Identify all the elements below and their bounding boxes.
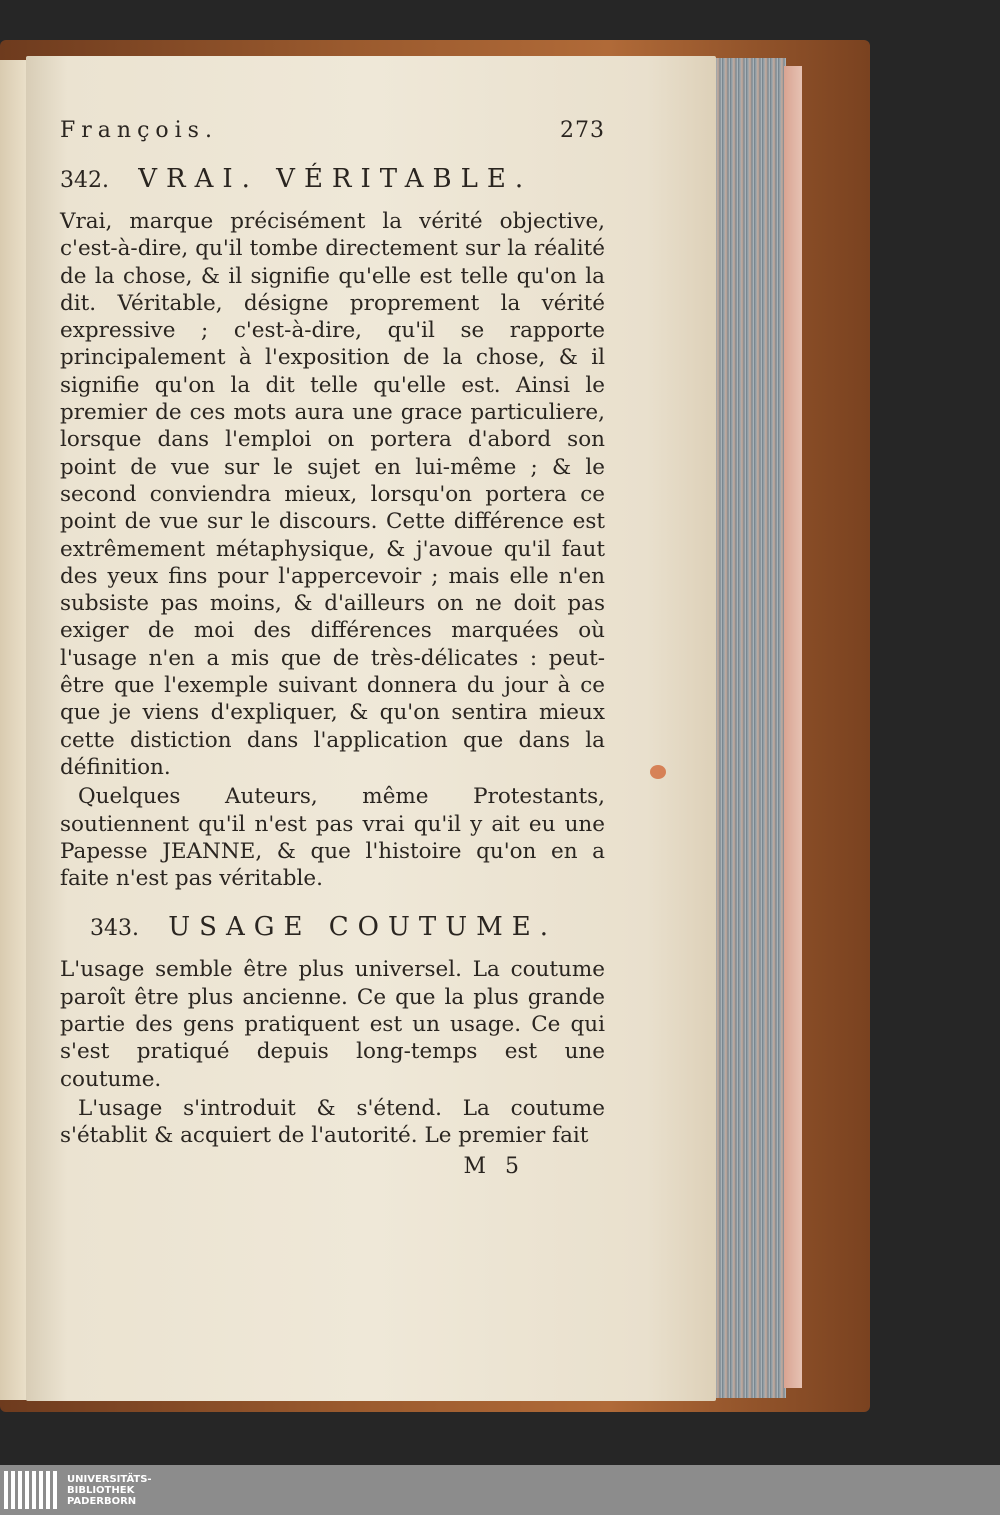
library-footer	[0, 1465, 1000, 1515]
library-name: UNIVERSITÄTS- BIBLIOTHEK PADERBORN	[67, 1473, 152, 1507]
library-logo-icon	[4, 1471, 57, 1509]
signature-mark: M 5	[463, 1153, 525, 1179]
paragraph: L'usage s'introduit & s'étend. La coutume s'établit & acquiert de l'autorité. Le premier fait	[60, 1095, 605, 1149]
section-number: 343.	[90, 916, 139, 942]
section-heading-342	[60, 164, 605, 194]
page-text	[60, 118, 605, 1179]
section-title: USAGE COUTUME.	[168, 912, 558, 943]
section-title: VRAI. VÉRITABLE.	[138, 164, 533, 194]
section-heading-343	[90, 912, 605, 942]
paragraph: L'usage semble être plus universel. La coutume paroît être plus ancienne. Ce que la plus grande partie des gens pratiquent est un usage. Ce qui s'est pratiqué depuis long-temps est une coutume.	[60, 957, 605, 1092]
stain-mark	[650, 765, 666, 779]
paragraph: Vrai, marque précisément la vérité objective, c'est-à-dire, qu'il tombe directement sur la réalité de la chose, & il signifie qu'elle est telle qu'on la dit. Véritable, désigne proprement la vérité expressive ; c'est-à-dire, qu'il se rapporte principalement à l'exposition de la chose, & il signifie qu'on la dit telle qu'elle est. Ainsi le premier de ces mots aura une grace particuliere, lorsque dans l'emploi on portera d'abord son point de vue sur le sujet en lui-même ; & le second conviendra mieux, lorsqu'on portera ce point de vue sur le discours. Cette différence est extrêmement métaphysique, & j'avoue qu'il faut des yeux fins pour l'appercevoir ; mais elle n'en subsiste pas moins, & d'ailleurs on ne doit pas exiger de moi des différences marquées où l'usage n'en a mis que de très-délicates : peut-être que l'exemple suivant donnera du jour à ce que je viens d'expliquer, & qu'on sentira mieux cette distiction dans l'application que dans la définition.	[60, 209, 605, 780]
running-header	[60, 118, 605, 156]
page-number: 273	[560, 118, 605, 143]
page-edges-red	[784, 66, 802, 1388]
section-number: 342.	[60, 168, 109, 193]
running-title: François.	[60, 118, 218, 143]
page-edges	[706, 58, 786, 1398]
paragraph: Quelques Auteurs, même Protestants, soutiennent qu'il n'est pas vrai qu'il y ait eu une Papesse JEANNE, & que l'histoire qu'on en a faite n'est pas véritable.	[60, 784, 605, 892]
